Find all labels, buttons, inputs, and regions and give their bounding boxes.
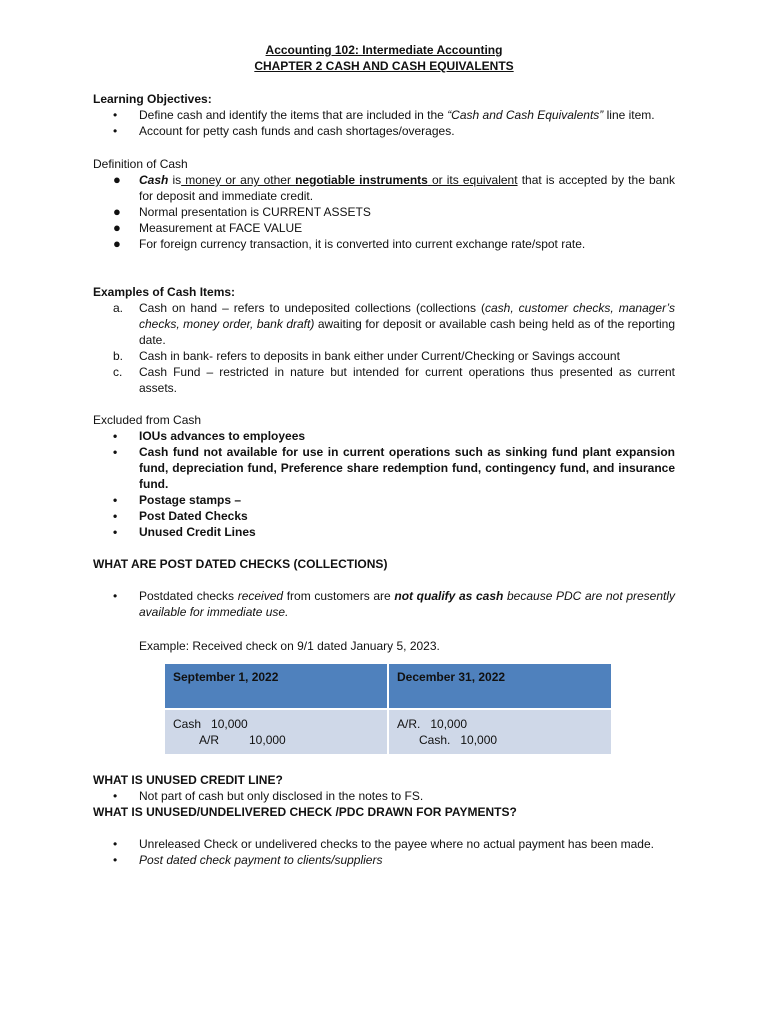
list-item	[93, 836, 675, 852]
credit-line-list	[93, 788, 675, 804]
list-item	[93, 236, 675, 252]
undelivered-text-2: Post dated check payment to clients/suppliers	[139, 853, 383, 867]
list-item	[93, 524, 675, 540]
def-text-c: money or any other	[181, 173, 296, 187]
bullet-icon: •	[113, 108, 118, 122]
objective-text-1b: “Cash and Cash Equivalents”	[447, 108, 604, 122]
list-item	[93, 588, 675, 620]
def-text-b: is	[168, 173, 182, 187]
list-item	[93, 107, 675, 123]
objective-text-1c: line item.	[603, 108, 655, 122]
list-marker: a.	[113, 301, 124, 315]
definition-heading	[93, 156, 675, 172]
bullet-icon: ●	[113, 220, 121, 235]
bullet-icon: •	[113, 124, 118, 138]
bullet-icon: •	[113, 525, 118, 539]
pdc-text-b: received	[237, 589, 284, 603]
bullet-icon: •	[113, 445, 118, 459]
list-item	[93, 204, 675, 220]
document-page	[93, 42, 675, 868]
chapter-title: CHAPTER 2 CASH AND CASH EQUIVALENTS	[254, 59, 514, 73]
list-item	[93, 172, 675, 204]
def-text-e: or its equivalent	[427, 173, 518, 187]
list-item	[93, 348, 675, 364]
example-a-text2: cash, customer checks, manager’s checks, money order, bank draft)	[139, 301, 675, 331]
undelivered-heading: WHAT IS UNUSED/UNDELIVERED CHECK /PDC DRAWN FOR PAYMENTS?	[93, 805, 517, 819]
pdc-heading: WHAT ARE POST DATED CHECKS (COLLECTIONS)	[93, 557, 388, 571]
excluded-text-2: Cash fund not available for use in current operations such as sinking fund plant expansion fund, depreciation fund, Preference share redemption fund, contingency fund, and insurance fund.	[139, 445, 675, 491]
example-b-text: Cash in bank- refers to deposits in bank either under Current/Checking or Savings account	[139, 349, 620, 363]
learning-objectives-list	[93, 107, 675, 139]
credit-line-section	[93, 772, 675, 804]
list-marker: c.	[113, 365, 123, 379]
pdc-list	[93, 588, 675, 620]
bullet-icon: •	[113, 589, 118, 603]
column-header-sep: September 1, 2022	[165, 664, 387, 708]
list-item	[93, 428, 675, 444]
excluded-text-4: Post Dated Checks	[139, 509, 248, 523]
pdc-text-a: Postdated checks	[139, 589, 238, 603]
pdc-text-d: not qualify as cash	[394, 589, 504, 603]
pdc-text-e: because PDC are not presently available for immediate use.	[139, 589, 676, 619]
example-c-text: Cash Fund – restricted in nature but intended for current operations thus presented as current assets.	[139, 365, 675, 395]
credit-line-heading: WHAT IS UNUSED CREDIT LINE?	[93, 773, 283, 787]
pdc-entries-table	[163, 662, 613, 756]
list-item	[93, 444, 675, 492]
objective-text-1a: Define cash and identify the items that are included in the	[139, 108, 448, 122]
bullet-icon: •	[113, 509, 118, 523]
cash-term: Cash	[139, 173, 169, 187]
entry-debit: A/R. 10,000	[397, 717, 468, 731]
bullet-icon: ●	[113, 236, 121, 251]
examples-section	[93, 284, 675, 396]
excluded-text-5: Unused Credit Lines	[139, 525, 256, 539]
def-text-d: negotiable instruments	[295, 173, 428, 187]
bullet-icon: ●	[113, 172, 121, 187]
excluded-section	[93, 412, 675, 540]
def-text-2: Normal presentation is CURRENT ASSETS	[139, 205, 371, 219]
definition-list	[93, 172, 675, 252]
list-item	[93, 364, 675, 396]
list-item	[93, 300, 675, 348]
bullet-icon: •	[113, 493, 118, 507]
examples-list	[93, 300, 675, 396]
definition-heading-text: Definition of Cash	[93, 157, 188, 171]
excluded-list	[93, 428, 675, 540]
credit-line-text: Not part of cash but only disclosed in the notes to FS.	[139, 789, 424, 803]
table-cell-sep	[165, 710, 387, 754]
def-text-4: For foreign currency transaction, it is converted into current exchange rate/spot rate.	[139, 237, 586, 251]
list-marker: b.	[113, 349, 124, 363]
def-text-3: Measurement at FACE VALUE	[139, 221, 303, 235]
excluded-heading-text: Excluded from Cash	[93, 413, 202, 427]
undelivered-list	[93, 836, 675, 868]
excluded-heading	[93, 412, 675, 428]
entry-debit: Cash 10,000	[173, 717, 248, 731]
list-item	[93, 508, 675, 524]
excluded-text-3: Postage stamps –	[139, 493, 242, 507]
entry-credit: A/R 10,000	[199, 733, 286, 747]
bullet-icon: •	[113, 837, 118, 851]
list-item	[93, 788, 675, 804]
table-cell-dec	[389, 710, 611, 754]
pdc-section	[93, 556, 675, 756]
excluded-text-1: IOUs advances to employees	[139, 429, 306, 443]
objective-text-2: Account for petty cash funds and cash shortages/overages.	[139, 124, 455, 138]
bullet-icon: •	[113, 429, 118, 443]
entry-credit: Cash. 10,000	[419, 733, 498, 747]
learning-objectives-section	[93, 91, 675, 139]
list-item	[93, 220, 675, 236]
undelivered-text-1: Unreleased Check or undelivered checks to the payee where no actual payment has been made.	[139, 837, 654, 851]
undelivered-section	[93, 804, 675, 868]
bullet-icon: •	[113, 789, 118, 803]
bullet-icon: ●	[113, 204, 121, 219]
example-a-text1: Cash on hand – refers to undeposited collections (collections (	[139, 301, 485, 315]
pdc-text-c: from customers are	[283, 589, 395, 603]
pdc-example-text: Example: Received check on 9/1 dated January 5, 2023.	[139, 639, 440, 653]
def-text-f: that is accepted by the bank for deposit and immediate credit.	[139, 173, 675, 203]
course-title: Accounting 102: Intermediate Accounting	[265, 43, 503, 57]
list-item	[93, 123, 675, 139]
examples-heading: Examples of Cash Items:	[93, 285, 236, 299]
example-a-text3: awaiting for deposit or available cash being held as of the reporting date.	[139, 317, 675, 347]
learning-objectives-heading: Learning Objectives:	[93, 92, 212, 106]
list-item	[93, 852, 675, 868]
bullet-icon: •	[113, 853, 118, 867]
table-row	[165, 710, 611, 754]
column-header-dec: December 31, 2022	[389, 664, 611, 708]
list-item	[93, 492, 675, 508]
table-header-row	[165, 664, 611, 708]
definition-section	[93, 156, 675, 252]
